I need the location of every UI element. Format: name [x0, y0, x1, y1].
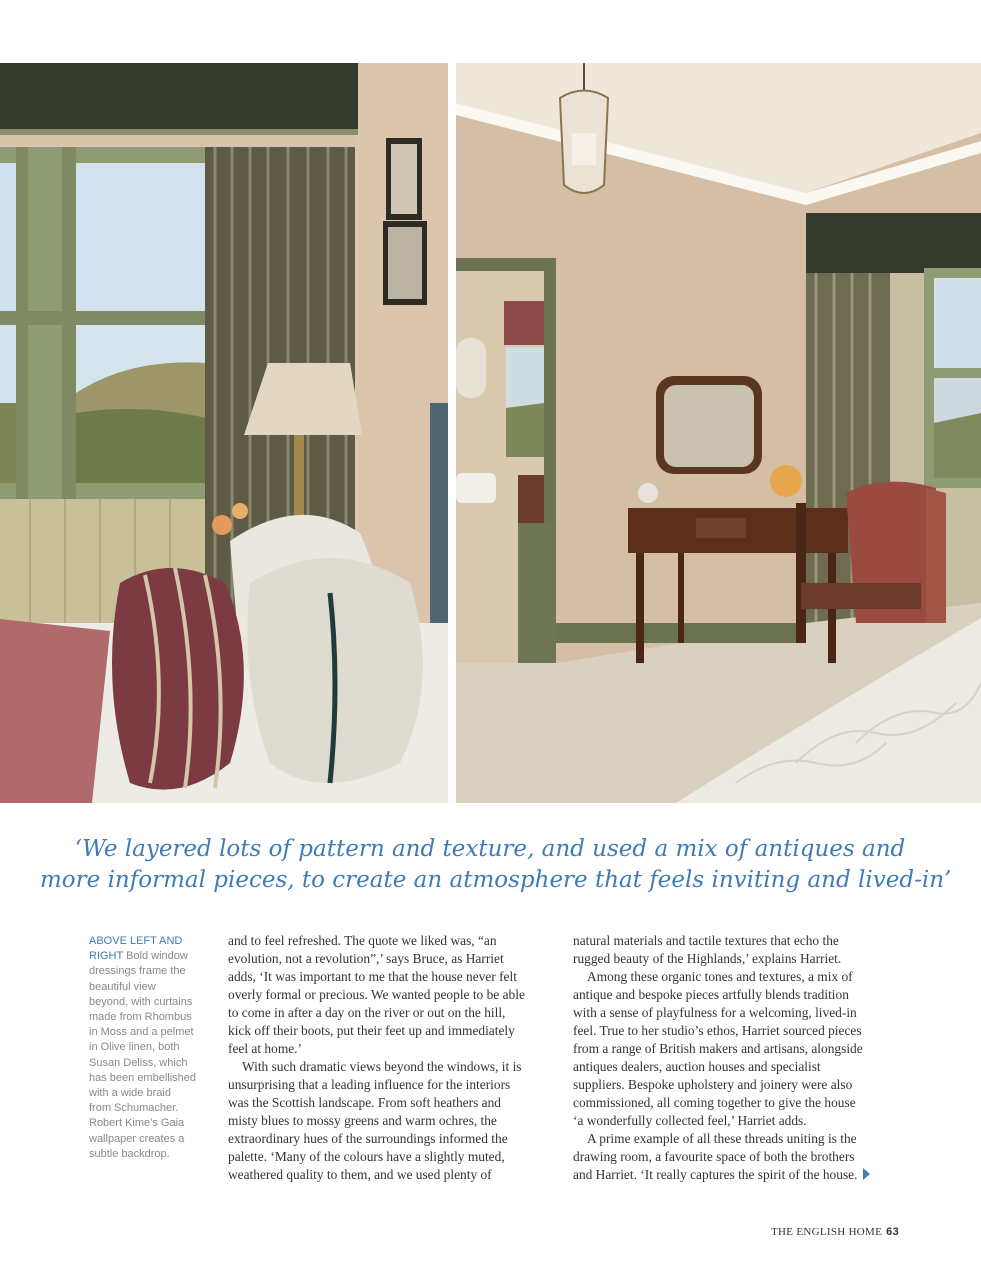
caption-line: with a wide braid [89, 1087, 171, 1100]
body-line: to come in after a day on the river or out on the hill, [228, 1005, 506, 1020]
page-number: 63 [886, 1226, 899, 1238]
body-line: drawing room, a favourite space of both the brothers [573, 1149, 855, 1164]
body-line: weathered quality to them, and we used plenty of [228, 1167, 492, 1182]
body-line: antique and bespoke pieces artfully blends tradition [573, 987, 849, 1002]
pull-quote-line-1: ‘We layered lots of pattern and texture, and used a mix of antiques and [74, 836, 906, 862]
body-line: ‘a wonderfully collected feel,’ Harriet adds. [573, 1113, 807, 1128]
photo-caption [89, 934, 211, 1162]
caption-line: beautiful view [89, 980, 156, 993]
magazine-name: THE ENGLISH HOME [771, 1226, 883, 1238]
bedroom-dressing-table-photo [456, 63, 981, 803]
body-line: and to feel refreshed. The quote we liked was, “an [228, 933, 497, 948]
pull-quote-line-2: more informal pieces, to create an atmosphere that feels inviting and lived-in’ [40, 867, 952, 893]
caption-line: beyond, with curtains [89, 995, 193, 1008]
body-line: antiques dealers, auction houses and specialist [573, 1059, 821, 1074]
caption-line: wallpaper creates a [89, 1132, 185, 1145]
body-line: commissioned, all coming together to give the house [573, 1095, 856, 1110]
body-line: natural materials and tactile textures that echo the [573, 933, 839, 948]
body-line: With such dramatic views beyond the windows, it is [242, 1059, 522, 1074]
body-line: unsurprising that a leading influence for the interiors [228, 1077, 511, 1092]
body-column-2 [573, 932, 903, 1184]
body-line: palette. ‘Many of the colours have a slightly muted, [228, 1149, 505, 1164]
continue-arrow-icon [863, 1168, 870, 1180]
caption-lead-cont: RIGHT [89, 950, 124, 963]
body-line: feel at home.’ [228, 1041, 302, 1056]
body-line: kick off their boots, put their feet up and immediately [228, 1023, 515, 1038]
body-line: and Harriet. ‘It really captures the spirit of the house. [573, 1167, 858, 1182]
body-line: A prime example of all these threads uniting is the [587, 1131, 857, 1146]
caption-line: in Moss and a pelmet [89, 1026, 194, 1039]
body-line: Among these organic tones and textures, a mix of [587, 969, 853, 984]
caption-text: Bold window [123, 950, 188, 963]
body-line: was the Scottish landscape. From soft heathers and [228, 1095, 501, 1110]
caption-line: subtle backdrop. [89, 1147, 170, 1160]
bedroom-window-pillows-photo [0, 63, 448, 803]
body-line: with a sense of playfulness for a welcoming, lived-in [573, 1005, 857, 1020]
body-line: rugged beauty of the Highlands,’ explains Harriet. [573, 951, 842, 966]
caption-line: in Olive linen, both [89, 1041, 180, 1054]
caption-line: made from Rhombus [89, 1011, 192, 1024]
body-line: feel. True to her studio’s ethos, Harriet sourced pieces [573, 1023, 862, 1038]
caption-line: Robert Kime’s Gaia [89, 1117, 185, 1130]
pull-quote [40, 834, 952, 896]
caption-line: has been embellished [89, 1071, 197, 1084]
page-folio [771, 1226, 899, 1238]
caption-line: dressings frame the [89, 965, 186, 978]
body-line: overly formal or precious. We wanted people to be able [228, 987, 525, 1002]
body-line: evolution, not a revolution”,’ says Bruce, as Harriet [228, 951, 504, 966]
body-line: misty blues to mossy greens and warm ochres, the [228, 1113, 497, 1128]
body-line: adds, ‘It was important to me that the house never felt [228, 969, 517, 984]
caption-line: from Schumacher. [89, 1102, 179, 1115]
body-column-1 [228, 932, 558, 1184]
caption-line: Susan Deliss, which [89, 1056, 188, 1069]
caption-lead: ABOVE LEFT AND [89, 935, 183, 947]
body-line: from a range of British makers and artisans, alongside [573, 1041, 863, 1056]
body-line: suppliers. Bespoke upholstery and joinery were also [573, 1077, 853, 1092]
body-line: extraordinary hues of the surroundings informed the [228, 1131, 508, 1146]
